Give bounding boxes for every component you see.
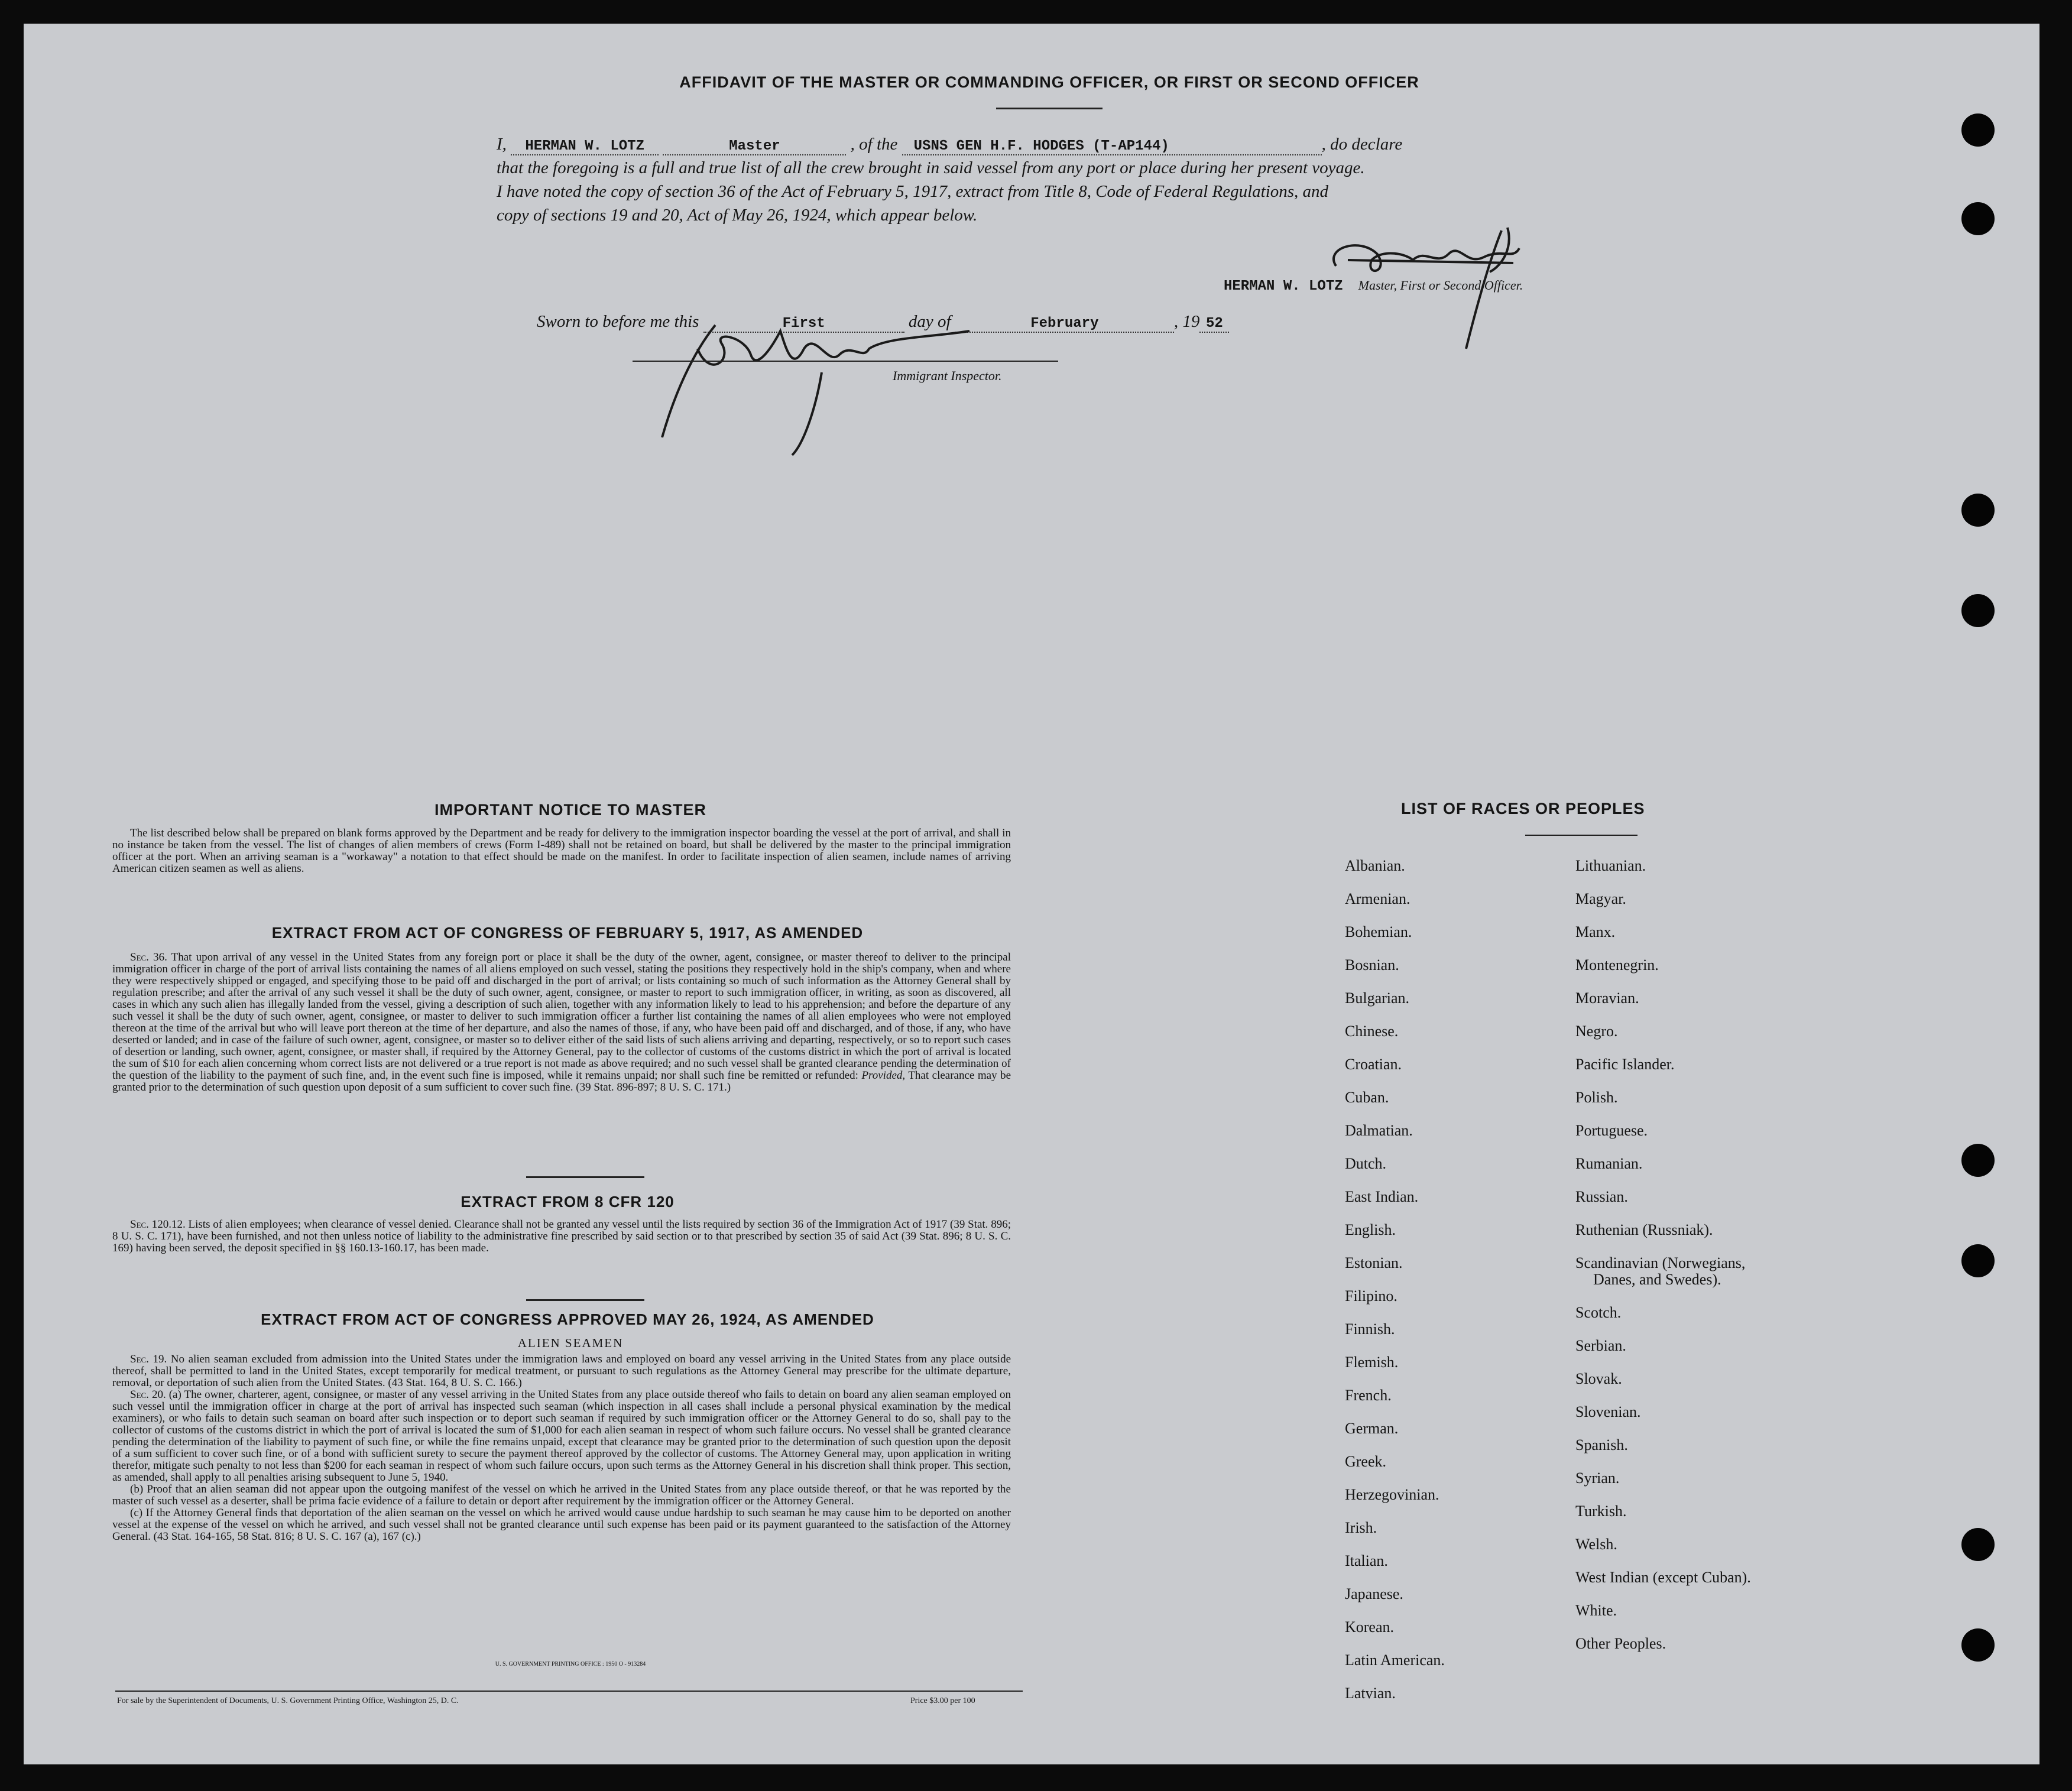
footer-right: Price $3.00 per 100 bbox=[910, 1696, 975, 1705]
race-item: Dalmatian. bbox=[1345, 1122, 1413, 1139]
year-prefix: , 19 bbox=[1173, 312, 1200, 331]
extract-cfr-title: EXTRACT FROM 8 CFR 120 bbox=[461, 1193, 675, 1211]
i-label: I, bbox=[497, 135, 507, 154]
race-item: Turkish. bbox=[1575, 1503, 1627, 1520]
punch-hole bbox=[1961, 113, 1995, 147]
race-item: Greek. bbox=[1345, 1453, 1387, 1470]
race-item: Italian. bbox=[1345, 1552, 1388, 1569]
races-title-underline bbox=[1525, 835, 1638, 836]
affidavit-title: AFFIDAVIT OF THE MASTER OR COMMANDING OFFICER, OR FIRST OR SECOND OFFICER bbox=[679, 73, 1419, 91]
race-item: Serbian. bbox=[1575, 1337, 1626, 1354]
punch-hole bbox=[1961, 1244, 1995, 1277]
document-page bbox=[24, 24, 2039, 1764]
race-item: Negro. bbox=[1575, 1023, 1618, 1040]
race-item: West Indian (except Cuban). bbox=[1575, 1569, 1751, 1586]
sec-20c-text: (c) If the Attorney General finds that deportation of the alien seaman on the vessel on which he arrived would cause undue hardship to such seaman he may cause him to be deported on another vessel at the expense of the vessel on which he arrived, and such vessel shall not be granted clearance until such expense has been paid or its payment guaranteed to the satisfaction of the Attorney General. (43 Stat. 164-165, 58 Stat. 816; 8 U. S. C. 167 (a), 167 (c).) bbox=[112, 1507, 1011, 1543]
do-declare-label: , do declare bbox=[1321, 135, 1403, 154]
race-item: Bohemian. bbox=[1345, 923, 1412, 940]
sec-19-label: Sec. 19. bbox=[130, 1353, 167, 1365]
affidavit-line-2: that the foregoing is a full and true list of all the crew brought in said vessel from any port or place during her present voyage. bbox=[497, 158, 1365, 177]
alien-seamen-subtitle: ALIEN SEAMEN bbox=[517, 1336, 624, 1350]
race-item: Pacific Islander. bbox=[1575, 1056, 1675, 1073]
master-name-field: HERMAN W. LOTZ bbox=[511, 138, 659, 155]
extract-1917-body bbox=[112, 952, 1011, 1094]
race-item: Montenegrin. bbox=[1575, 956, 1659, 974]
race-item: Welsh. bbox=[1575, 1536, 1617, 1553]
race-item: English. bbox=[1345, 1221, 1396, 1238]
sec-36-text-end: That clearance may be granted prior to the determination of such question upon deposit of a sum sufficient to cover such fine. (39 Stat. 896-897; 8 U. S. C. 171.) bbox=[112, 1069, 1011, 1094]
race-item: Manx. bbox=[1575, 923, 1616, 940]
race-item: Korean. bbox=[1345, 1618, 1395, 1636]
race-item: Flemish. bbox=[1345, 1354, 1399, 1371]
race-item-scandinavian-line-2: Danes, and Swedes). bbox=[1593, 1271, 1721, 1288]
footer-left: For sale by the Superintendent of Documents, U. S. Government Printing Office, Washington 25, D. C. bbox=[117, 1696, 459, 1705]
day-field: First bbox=[703, 316, 904, 333]
race-item: Chinese. bbox=[1345, 1023, 1399, 1040]
punch-hole bbox=[1961, 1528, 1995, 1561]
race-item: Estonian. bbox=[1345, 1254, 1403, 1271]
month-field: February bbox=[955, 316, 1174, 333]
of-the-label: , of the bbox=[850, 135, 898, 154]
race-item: Polish. bbox=[1575, 1089, 1618, 1106]
race-item-scandinavian bbox=[1575, 1247, 1751, 1296]
sec-19-text: No alien seaman excluded from admission into the United States under the immigration laws and employed on board any vessel arriving in the United States from any place outside thereof, shall be permitted to land in the United States, except temporarily for medical treatment, or pursuant to such regulations as the Attorney General may prescribe for the ultimate departure, removal, or deportation of such alien from the United States. (43 Stat. 164, 8 U. S. C. 166.) bbox=[112, 1353, 1011, 1389]
affidavit-line-3: I have noted the copy of section 36 of the Act of February 5, 1917, extract from Title 8, Code of Federal Regulations, and bbox=[497, 182, 1329, 201]
punch-hole bbox=[1961, 202, 1995, 235]
sec-36-label: Sec. 36. bbox=[130, 951, 167, 963]
day-of-label: day of bbox=[908, 312, 951, 331]
notice-title: IMPORTANT NOTICE TO MASTER bbox=[434, 801, 706, 819]
provided-label: Provided, bbox=[861, 1069, 906, 1082]
sec-20a-text: (a) The owner, charterer, agent, consignee, or master of any vessel arriving in the United States from any place outside thereof who fails to detain on board any alien seaman employed on such vessel until the immigration officer in charge at the port of arrival has inspected such seaman (which inspection in all cases shall include a personal physical examination by the medical examiners), or who fails to detain such seaman on board after such inspection or to deport such seaman if required by such immigration officer or the Attorney General to do so, shall pay to the collector of customs of the customs district in which the port of arrival is located the sum of $1,000 for each alien seaman in respect of whom such failure occurs. No vessel shall be granted clearance pending the determination of the liability to payment of such fine, or while the fine remains unpaid, except that clearance may be granted prior to the determination of such question upon the deposit of a sum sufficient to cover such fine, or of a bond with sufficient surety to secure the payment thereof approved by the collector of customs. The Attorney General may, upon application in writing therefor, mitigate such penalty to not less than $200 for each seaman in respect of whom such failure occurs, upon such terms as the Attorney General in his discretion shall think proper. This section, as amended, shall apply to all penalties arising subsequent to June 5, 1940. bbox=[112, 1388, 1011, 1484]
race-item: Scotch. bbox=[1575, 1304, 1622, 1321]
race-item: Portuguese. bbox=[1575, 1122, 1648, 1139]
races-column-1 bbox=[1345, 849, 1445, 1710]
footer-rule bbox=[115, 1691, 1023, 1692]
position-field: Master bbox=[663, 138, 846, 155]
sec-120-label: Sec. 120.12. bbox=[130, 1218, 186, 1231]
year-field: 52 bbox=[1199, 316, 1229, 333]
punch-hole bbox=[1961, 594, 1995, 627]
affidavit-line-1 bbox=[497, 135, 1402, 155]
sec-20b-text: (b) Proof that an alien seaman did not appear upon the outgoing manifest of the vessel on which he arrived in the United States from any place outside thereof, or that he was reported by the master of such vessel as a deserter, shall be prima facie evidence of a failure to detain or deport after requirement by the immigration officer or the Attorney General. bbox=[112, 1483, 1011, 1507]
signer-typed-name: HERMAN W. LOTZ bbox=[1224, 278, 1343, 294]
race-item: Bosnian. bbox=[1345, 956, 1399, 974]
divider bbox=[526, 1299, 644, 1301]
race-item: Russian. bbox=[1575, 1188, 1628, 1205]
extract-cfr-body bbox=[112, 1219, 1011, 1254]
race-item: Dutch. bbox=[1345, 1155, 1387, 1172]
race-item: Slovenian. bbox=[1575, 1403, 1641, 1420]
race-item: Other Peoples. bbox=[1575, 1635, 1666, 1652]
race-item: Herzegovinian. bbox=[1345, 1486, 1439, 1503]
race-item: Slovak. bbox=[1575, 1370, 1622, 1387]
race-item: Irish. bbox=[1345, 1519, 1377, 1536]
inspector-caption: Immigrant Inspector. bbox=[893, 368, 1002, 383]
race-item: Ruthenian (Russniak). bbox=[1575, 1221, 1713, 1238]
race-item: Albanian. bbox=[1345, 857, 1405, 874]
punch-hole bbox=[1961, 1628, 1995, 1662]
race-item: Finnish. bbox=[1345, 1320, 1395, 1338]
race-item: Spanish. bbox=[1575, 1436, 1628, 1453]
extract-1924-title: EXTRACT FROM ACT OF CONGRESS APPROVED MAY 26, 1924, AS AMENDED bbox=[261, 1310, 874, 1328]
race-item: Armenian. bbox=[1345, 890, 1410, 907]
race-item: Croatian. bbox=[1345, 1056, 1402, 1073]
race-item: Syrian. bbox=[1575, 1469, 1620, 1487]
race-item: Lithuanian. bbox=[1575, 857, 1646, 874]
race-item: Latvian. bbox=[1345, 1685, 1396, 1702]
extract-1924-body bbox=[112, 1354, 1011, 1543]
sec-36-text: That upon arrival of any vessel in the United States from any foreign port or place it shall be the duty of the owner, agent, consignee, or master thereof to deliver to the principal immigration officer in charge of the port of arrival lists containing the names of all aliens employed on such vessel, stating the positions they respectively hold in the ship's company, when and where they were respectively shipped or engaged, and specifying those to be paid off and discharged in the port of arrival; or lists containing so much of such information as the Attorney General shall by regulation prescribe; and after the arrival of any such vessel it shall be the duty of such owner, agent, consignee, or master to report to such immigration officer, in writing, as soon as discovered, all cases in which any such alien has illegally landed from the vessel, giving a description of such alien, together with any information likely to lead to his apprehension; and before the departure of any such vessel it shall be the duty of such owner, agent, consignee, or master to deliver to such immigration officer a further list containing the names of all alien employees who were not employed thereon at the time of the arrival but who will leave port thereon at the time of her departure, and also the names of those, if any, who have been paid off and discharged, and of those, if any, who have deserted or landed; and in case of the failure of such owner, agent, consignee, or master so to deliver either of the said lists of such aliens arriving and departing, respectively, or so to report such cases of desertion or landing, such owner, agent, consignee, or master shall, if required by the Attorney General, pay to the collector of customs of the customs district in which the port of arrival is located the sum of $10 for each alien concerning whom correct lists are not delivered or a true report is not made as above required; and no such vessel shall be granted clearance pending the determination of the question of the liability to the payment of such fine, and, in the event such fine is imposed, while it remains unpaid; nor shall such fine be remitted or refunded: bbox=[112, 951, 1011, 1082]
punch-hole bbox=[1961, 1144, 1995, 1177]
sec-20-label: Sec. 20. bbox=[130, 1388, 166, 1401]
race-item: Rumanian. bbox=[1575, 1155, 1643, 1172]
notice-body bbox=[112, 828, 1011, 875]
punch-hole bbox=[1961, 494, 1995, 527]
race-item: Cuban. bbox=[1345, 1089, 1389, 1106]
inspector-signature-line bbox=[633, 361, 1058, 362]
race-item: German. bbox=[1345, 1420, 1399, 1437]
race-item-scandinavian-line-1: Scandinavian (Norwegians, bbox=[1575, 1254, 1746, 1271]
race-item: French. bbox=[1345, 1387, 1392, 1404]
notice-text: The list described below shall be prepared on blank forms approved by the Department and be ready for delivery to the immigration inspector boarding the vessel at the port of arrival, and shall in no instance be taken from the vessel. The list of changes of alien members of crews (Form I-489) shall not be retained on board, but shall be delivered by the master to the principal immigration officer at the port. When an arriving seaman is a "workaway" a notation to that effect should be made on the manifest. In order to facilitate inspection of alien seamen, include names of arriving American citizen seamen as well as aliens. bbox=[112, 827, 1011, 875]
title-underline bbox=[996, 108, 1103, 109]
sec-120-text: Lists of alien employees; when clearance of vessel denied. Clearance shall not be granted any vessel until the lists required by section 36 of the Immigration Act of 1917 (39 Stat. 896; 8 U. S. C. 171), have been furnished, and not then unless notice of liability to the administrative fine prescribed by said section or to that prescribed by section 35 of said Act (39 Stat. 896; 8 U. S. C. 169) having been served, the deposit specified in §§ 160.13-160.17, has been made. bbox=[112, 1218, 1011, 1254]
master-signature-line bbox=[1224, 278, 1523, 294]
signer-caption: Master, First or Second Officer. bbox=[1358, 278, 1523, 293]
printing-office-line: U. S. GOVERNMENT PRINTING OFFICE : 1950 O - 913284 bbox=[495, 1661, 646, 1667]
races-column-2 bbox=[1575, 849, 1751, 1660]
vessel-name-field: USNS GEN H.F. HODGES (T-AP144) bbox=[902, 138, 1322, 155]
race-item: East Indian. bbox=[1345, 1188, 1419, 1205]
race-item: Bulgarian. bbox=[1345, 989, 1410, 1007]
races-title: LIST OF RACES OR PEOPLES bbox=[1401, 800, 1645, 817]
extract-1917-title: EXTRACT FROM ACT OF CONGRESS OF FEBRUARY 5, 1917, AS AMENDED bbox=[271, 924, 864, 942]
sworn-label: Sworn to before me this bbox=[537, 312, 699, 331]
divider bbox=[526, 1176, 644, 1178]
affidavit-line-4: copy of sections 19 and 20, Act of May 26, 1924, which appear below. bbox=[497, 206, 978, 225]
race-item: Filipino. bbox=[1345, 1287, 1397, 1305]
race-item: Japanese. bbox=[1345, 1585, 1403, 1602]
race-item: Latin American. bbox=[1345, 1652, 1445, 1669]
race-item: Moravian. bbox=[1575, 989, 1639, 1007]
race-item: White. bbox=[1575, 1602, 1617, 1619]
race-item: Magyar. bbox=[1575, 890, 1626, 907]
